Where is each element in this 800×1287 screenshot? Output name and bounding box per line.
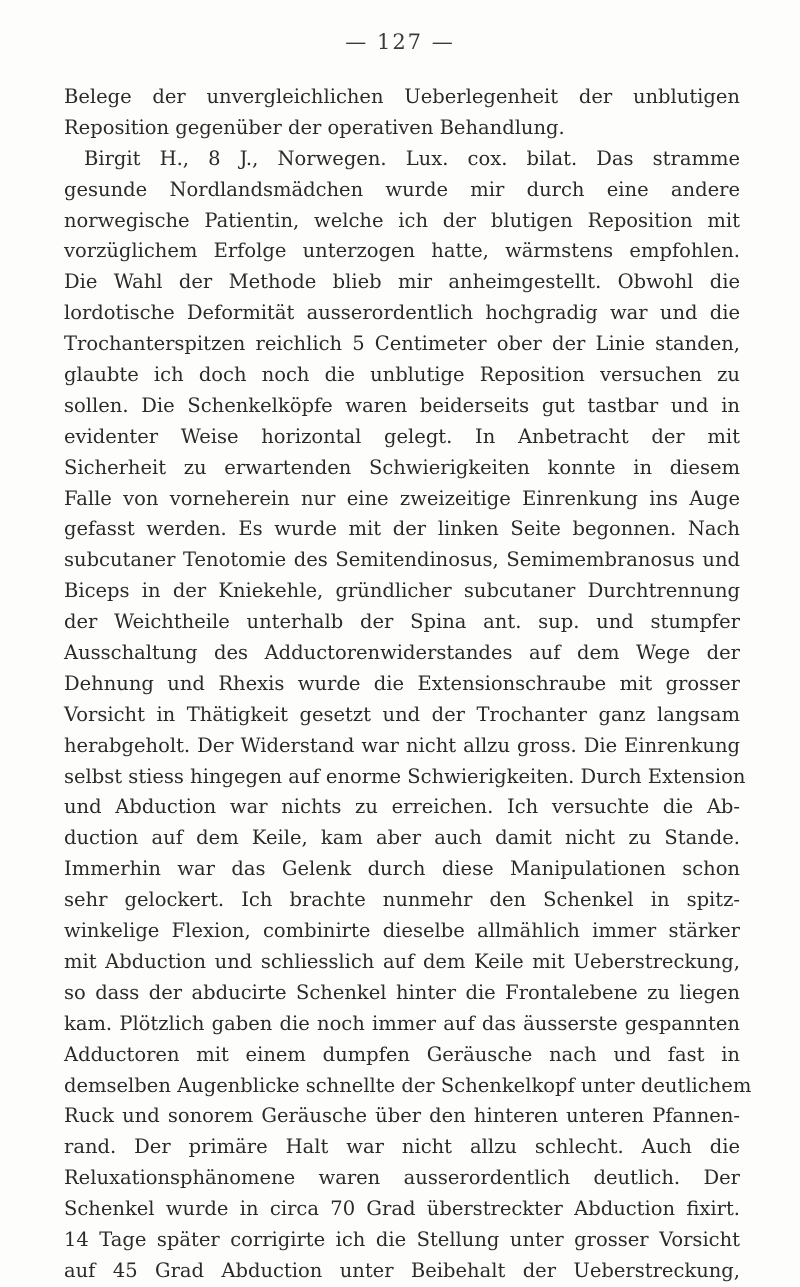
text-line: Belege der unvergleichlichen Ueberlegenheit der unblutigen (64, 85, 740, 108)
text-line: selbst stiess hingegen auf enorme Schwierigkeiten. Durch Extension (64, 764, 746, 788)
text-line: kam. Plötzlich gaben die noch immer auf das äusserste gespannten (64, 1011, 740, 1035)
text-line: Falle von vorneherein nur eine zweizeitige Einrenkung ins Auge (64, 486, 740, 510)
text-line: 14 Tage später corrigirte ich die Stellung unter grosser Vorsicht (64, 1227, 740, 1251)
text-line: Reposition gegenüber der operativen Behandlung. (64, 115, 565, 139)
text-line: duction auf dem Keile, kam aber auch damit nicht zu Stande. (64, 826, 740, 850)
text-line: Trochanterspitzen reichlich 5 Centimeter ober der Linie standen, (64, 332, 740, 356)
text-line: Sicherheit zu erwartenden Schwierigkeiten konnte in diesem (64, 455, 740, 479)
text-line: Schenkel wurde in circa 70 Grad überstreckter Abduction fixirt. (64, 1197, 740, 1221)
text-line: Dehnung und Rhexis wurde die Extensionschraube mit grosser (64, 671, 740, 695)
text-line: lordotische Deformität ausserordentlich hochgradig war und die (64, 301, 740, 325)
text-line: Ausschaltung des Adductorenwiderstandes auf dem Wege der (64, 641, 740, 665)
text-line: so dass der abducirte Schenkel hinter die Frontalebene zu liegen (64, 980, 740, 1004)
text-line: Ruck und sonorem Geräusche über den hinteren unteren Pfannen- (64, 1104, 740, 1128)
text-line: herabgeholt. Der Widerstand war nicht allzu gross. Die Einrenkung (64, 733, 740, 757)
text-line: Birgit H., 8 J., Norwegen. Lux. cox. bilat. Das stramme (84, 146, 740, 170)
text-line: mit Abduction und schliesslich auf dem Keile mit Ueberstreckung, (64, 949, 740, 973)
text-line: gefasst werden. Es wurde mit der linken Seite begonnen. Nach (64, 517, 740, 541)
text-line: Vorsicht in Thätigkeit gesetzt und der Trochanter ganz langsam (64, 702, 740, 726)
text-line: Biceps in der Kniekehle, gründlicher subcutaner Durchtrennung (64, 579, 740, 603)
text-line: Die Wahl der Methode blieb mir anheimgestellt. Obwohl die (64, 270, 740, 294)
text-line: sehr gelockert. Ich brachte nunmehr den Schenkel in spitz- (64, 888, 740, 912)
text-line: und Abduction war nichts zu erreichen. Ich versuchte die Ab- (64, 795, 740, 819)
text-line: subcutaner Tenotomie des Semitendinosus, Semimembranosus und (64, 548, 740, 572)
text-line: vorzüglichem Erfolge unterzogen hatte, wärmstens empfohlen. (64, 239, 740, 263)
body-text (64, 82, 752, 1287)
text-line: demselben Augenblicke schnellte der Schenkelkopf unter deutlichem (64, 1073, 752, 1097)
text-line: gesunde Nordlandsmädchen wurde mir durch eine andere (64, 177, 740, 201)
text-line: evidenter Weise horizontal gelegt. In Anbetracht der mit (64, 424, 740, 448)
text-line: norwegische Patientin, welche ich der blutigen Reposition mit (64, 208, 740, 232)
text-line: der Weichtheile unterhalb der Spina ant. sup. und stumpfer (64, 610, 740, 634)
text-line: rand. Der primäre Halt war nicht allzu schlecht. Auch die (64, 1135, 740, 1159)
text-line: winkelige Flexion, combinirte dieselbe allmählich immer stärker (64, 919, 740, 943)
text-line: Adductoren mit einem dumpfen Geräusche nach und fast in (64, 1042, 740, 1066)
text-line: Reluxationsphänomene waren ausserordentlich deutlich. Der (64, 1166, 740, 1190)
text-line: glaubte ich doch noch die unblutige Reposition versuchen zu (64, 363, 740, 387)
text-line: Immerhin war das Gelenk durch diese Manipulationen schon (64, 857, 740, 881)
text-line: auf 45 Grad Abduction unter Beibehalt der Ueberstreckung, (64, 1258, 740, 1282)
text-line: sollen. Die Schenkelköpfe waren beiderseits gut tastbar und in (64, 393, 740, 417)
page-number: — 127 — (345, 30, 455, 54)
